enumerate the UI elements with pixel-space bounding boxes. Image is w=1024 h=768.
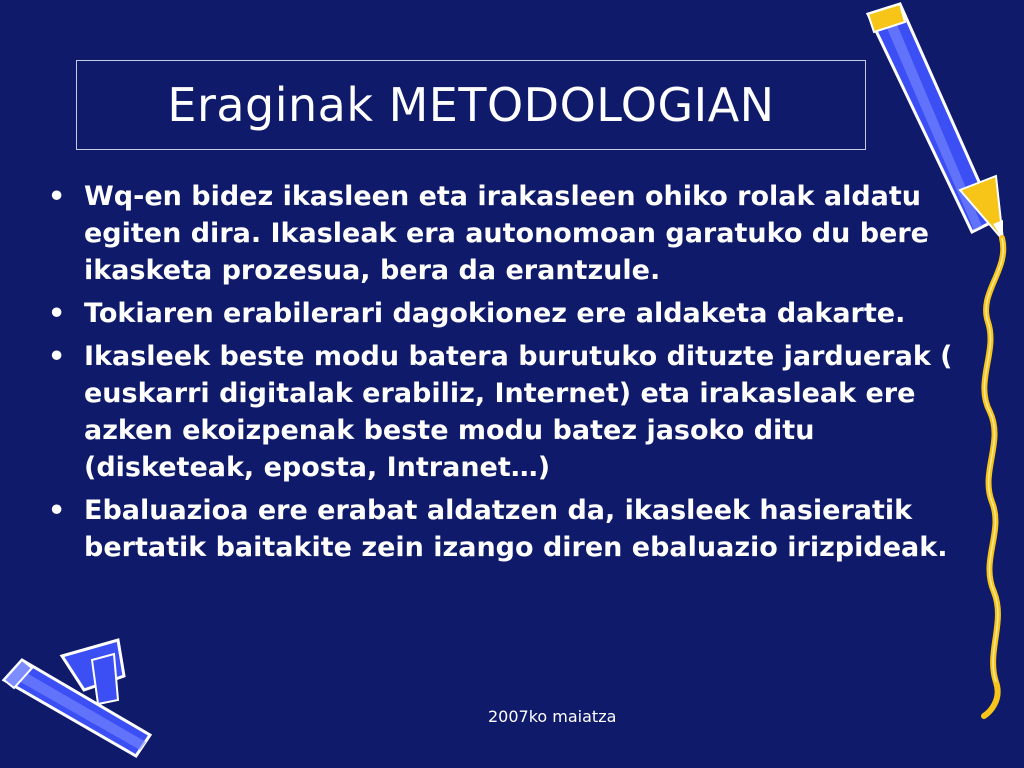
title-box <box>76 60 866 150</box>
slide-title: Eraginak METODOLOGIAN <box>167 78 775 132</box>
bullet-text: Ikasleek beste modu batera burutuko dituzte jarduerak ( euskarri digitalak erabiliz, Internet) eta irakasleak ere azken ekoizpenak beste modu batez jasoko ditu (disketeak, eposta, Intranet…) <box>84 341 953 483</box>
bullet-list <box>44 178 974 572</box>
bullet-item <box>44 295 974 332</box>
yellow-squiggle-line <box>984 238 1003 716</box>
bullet-text: Tokiaren erabilerari dagokionez ere aldaketa dakarte. <box>84 298 906 329</box>
bullet-item <box>44 492 974 566</box>
bullet-dot: • <box>48 181 66 212</box>
bullet-dot: • <box>48 298 66 329</box>
bullet-dot: • <box>48 495 66 526</box>
pencil-bottom-left-icon <box>4 640 150 756</box>
footer-date: 2007ko maiatza <box>488 707 617 726</box>
bullet-item <box>44 338 974 486</box>
bullet-text: Ebaluazioa ere erabat aldatzen da, ikasleek hasieratik bertatik baitakite zein izango diren ebaluazio irizpideak. <box>84 495 948 563</box>
bullet-text: Wq-en bidez ikasleen eta irakasleen ohiko rolak aldatu egiten dira. Ikasleak era autonomoan garatuko du bere ikasketa prozesua, bera da erantzule. <box>84 181 929 286</box>
bullet-item <box>44 178 974 289</box>
bullet-dot: • <box>48 341 66 372</box>
